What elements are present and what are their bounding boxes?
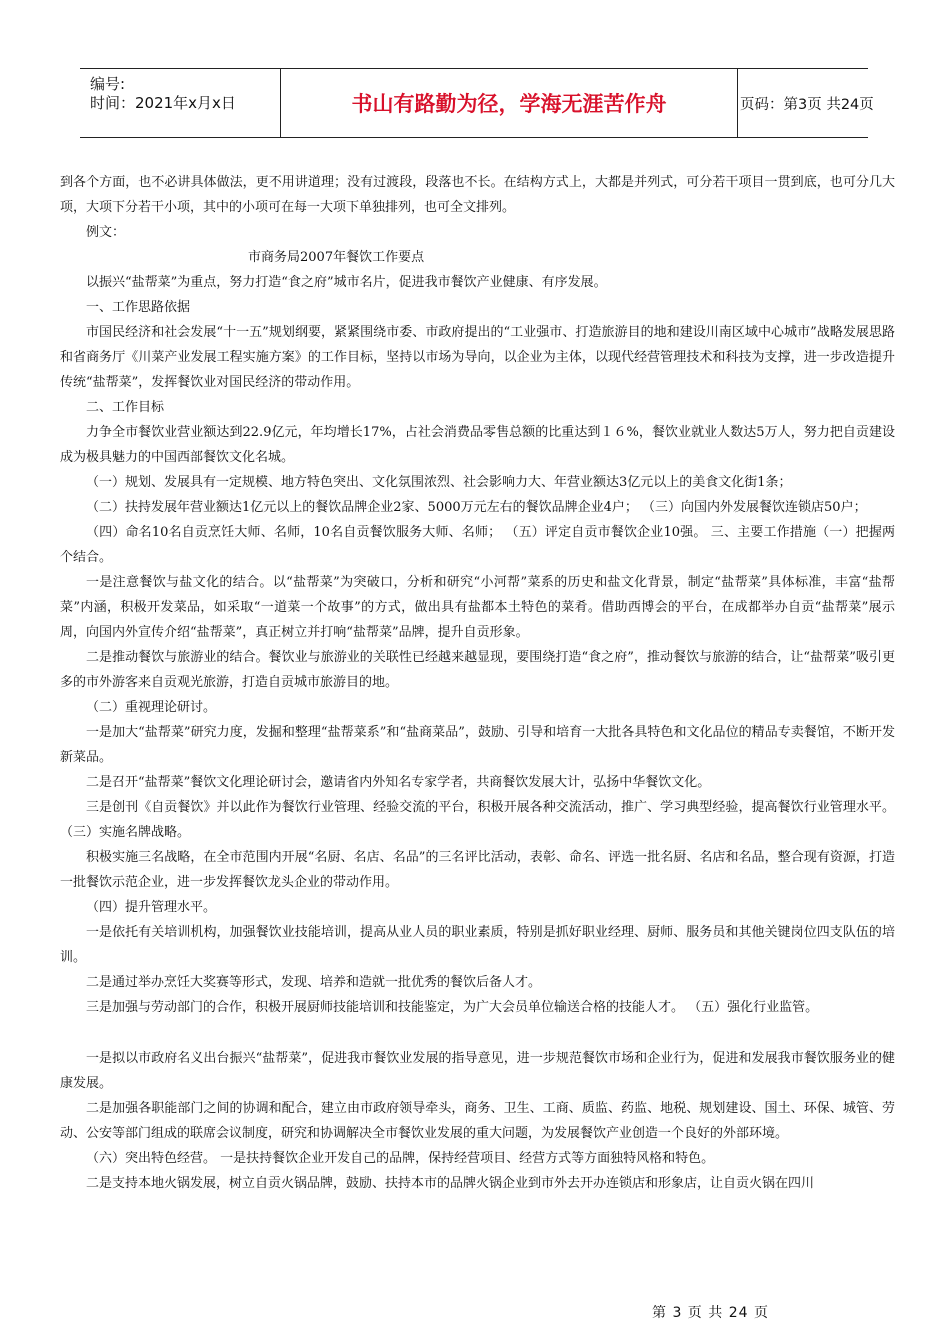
paragraph: 市国民经济和社会发展“十一五”规划纲要，紧紧围绕市委、市政府提出的“工业强市、打造旅游目的地和建设川南区域中心城市”战略发展思路和省商务厅《川菜产业发展工程实施方案》的工作目标，坚持以市场为导向，以企业为主体，以现代经营管理技术和科技为支撑，进一步改造提升传统“盐帮菜”，发挥餐饮业对国民经济的带动作用。 bbox=[60, 325, 895, 390]
header-meta bbox=[80, 69, 280, 137]
subsection-heading: （四）提升管理水平。 bbox=[86, 900, 217, 915]
example-title: 市商务局2007年餐饮工作要点 bbox=[248, 250, 425, 265]
paragraph: 三是加强与劳动部门的合作，积极开展厨师技能培训和技能鉴定，为广大会员单位输送合格的技能人才。 （五）强化行业监管。 bbox=[86, 1000, 819, 1015]
document-body bbox=[60, 170, 895, 1196]
paragraph: 一是加大“盐帮菜”研究力度，发掘和整理“盐帮菜系”和“盐商菜品”，鼓励、引导和培育一大批各具特色和文化品位的精品专卖餐馆，不断开发新菜品。 bbox=[60, 725, 895, 765]
paragraph: 一是依托有关培训机构，加强餐饮业技能培训，提高从业人员的职业素质，特别是抓好职业经理、厨师、服务员和其他关键岗位四支队伍的培训。 bbox=[60, 925, 895, 965]
paragraph: 积极实施三名战略，在全市范围内开展“名厨、名店、名品”的三名评比活动，表彰、命名、评选一批名厨、名店和名品，整合现有资源，打造一批餐饮示范企业，进一步发挥餐饮龙头企业的带动作用。 bbox=[60, 850, 895, 890]
paragraph: 二是支持本地火锅发展，树立自贡火锅品牌，鼓励、扶持本市的品牌火锅企业到市外去开办连锁店和形象店，让自贡火锅在四川 bbox=[86, 1176, 815, 1191]
paragraph: 二是加强各职能部门之间的协调和配合，建立由市政府领导牵头，商务、卫生、工商、质监、药监、地税、规划建设、国土、环保、城管、劳动、公安等部门组成的联席会议制度，研究和协调解决全市餐饮业发展的重大问题，为发展餐饮产业创造一个良好的外部环境。 bbox=[60, 1101, 895, 1141]
paragraph: （六）突出特色经营。 一是扶持餐饮企业开发自己的品牌，保持经营项目、经营方式等方面独特风格和特色。 bbox=[86, 1151, 715, 1166]
subsection-heading: （二）重视理论研讨。 bbox=[86, 700, 217, 715]
header-motto: 书山有路勤为径，学海无涯苦作舟 bbox=[280, 69, 738, 137]
paragraph: （四）命名10名自贡烹饪大师、名师，10名自贡餐饮服务大师、名师； （五）评定自贡市餐饮企业10强。 三、主要工作措施（一）把握两个结合。 bbox=[60, 525, 895, 565]
section-heading: 一、工作思路依据 bbox=[86, 300, 191, 315]
page-footer: 第 3 页 共 24 页 bbox=[652, 1305, 769, 1321]
paragraph: 以振兴“盐帮菜”为重点，努力打造“食之府”城市名片，促进我市餐饮产业健康、有序发展。 bbox=[86, 275, 607, 290]
paragraph: （一）规划、发展具有一定规模、地方特色突出、文化氛围浓烈、社会影响力大、年营业额达3亿元以上的美食文化街1条； bbox=[86, 475, 792, 490]
paragraph-intro: 到各个方面，也不必讲具体做法，更不用讲道理；没有过渡段，段落也不长。在结构方式上，大都是并列式，可分若干项目一贯到底，也可分几大项，大项下分若干小项，其中的小项可在每一大项下单独排列，也可全文排列。 bbox=[60, 175, 895, 215]
page-header bbox=[80, 68, 874, 138]
paragraph: 二是通过举办烹饪大奖赛等形式，发现、培养和造就一批优秀的餐饮后备人才。 bbox=[86, 975, 542, 990]
document-number-label: 编号: bbox=[90, 75, 126, 93]
paragraph: 力争全市餐饮业营业额达到22.9亿元，年均增长17%，占社会消费品零售总额的比重达到１６%，餐饮业就业人数达5万人，努力把自贡建设成为极具魅力的中国西部餐饮文化名城。 bbox=[60, 425, 895, 465]
example-label: 例文： bbox=[86, 225, 126, 240]
paragraph: 二是召开“盐帮菜”餐饮文化理论研讨会，邀请省内外知名专家学者，共商餐饮发展大计，弘扬中华餐饮文化。 bbox=[86, 775, 711, 790]
paragraph: 二是推动餐饮与旅游业的结合。餐饮业与旅游业的关联性已经越来越显现，要围绕打造“食之府”，推动餐饮与旅游的结合，让“盐帮菜”吸引更多的市外游客来自贡观光旅游，打造自贡城市旅游目的地。 bbox=[60, 650, 895, 690]
paragraph: 三是创刊《自贡餐饮》并以此作为餐饮行业管理、经验交流的平台，积极开展各种交流活动，推广、学习典型经验，提高餐饮行业管理水平。（三）实施名牌战略。 bbox=[60, 800, 895, 840]
header-page-label: 页码：第3页 共24页 bbox=[740, 96, 874, 113]
section-heading: 二、工作目标 bbox=[86, 400, 165, 415]
paragraph: 一是拟以市政府名义出台振兴“盐帮菜”，促进我市餐饮业发展的指导意见，进一步规范餐饮市场和企业行为，促进和发展我市餐饮服务业的健康发展。 bbox=[60, 1051, 895, 1091]
paragraph: 一是注意餐饮与盐文化的结合。以“盐帮菜”为突破口，分析和研究“小河帮”菜系的历史和盐文化背景，制定“盐帮菜”具体标准，丰富“盐帮菜”内涵，积极开发菜品，如采取“一道菜一个故事”的方式，做出具有盐都本土特色的菜肴。借助西博会的平台，在成都举办自贡“盐帮菜”展示周，向国内外宣传介绍“盐帮菜”，真正树立并打响“盐帮菜”品牌，提升自贡形象。 bbox=[60, 575, 895, 640]
document-time-label: 时间：2021年x月x日 bbox=[90, 94, 236, 112]
paragraph: （二）扶持发展年营业额达1亿元以上的餐饮品牌企业2家、5000万元左右的餐饮品牌企业4户； （三）向国内外发展餐饮连锁店50户； bbox=[86, 500, 867, 515]
